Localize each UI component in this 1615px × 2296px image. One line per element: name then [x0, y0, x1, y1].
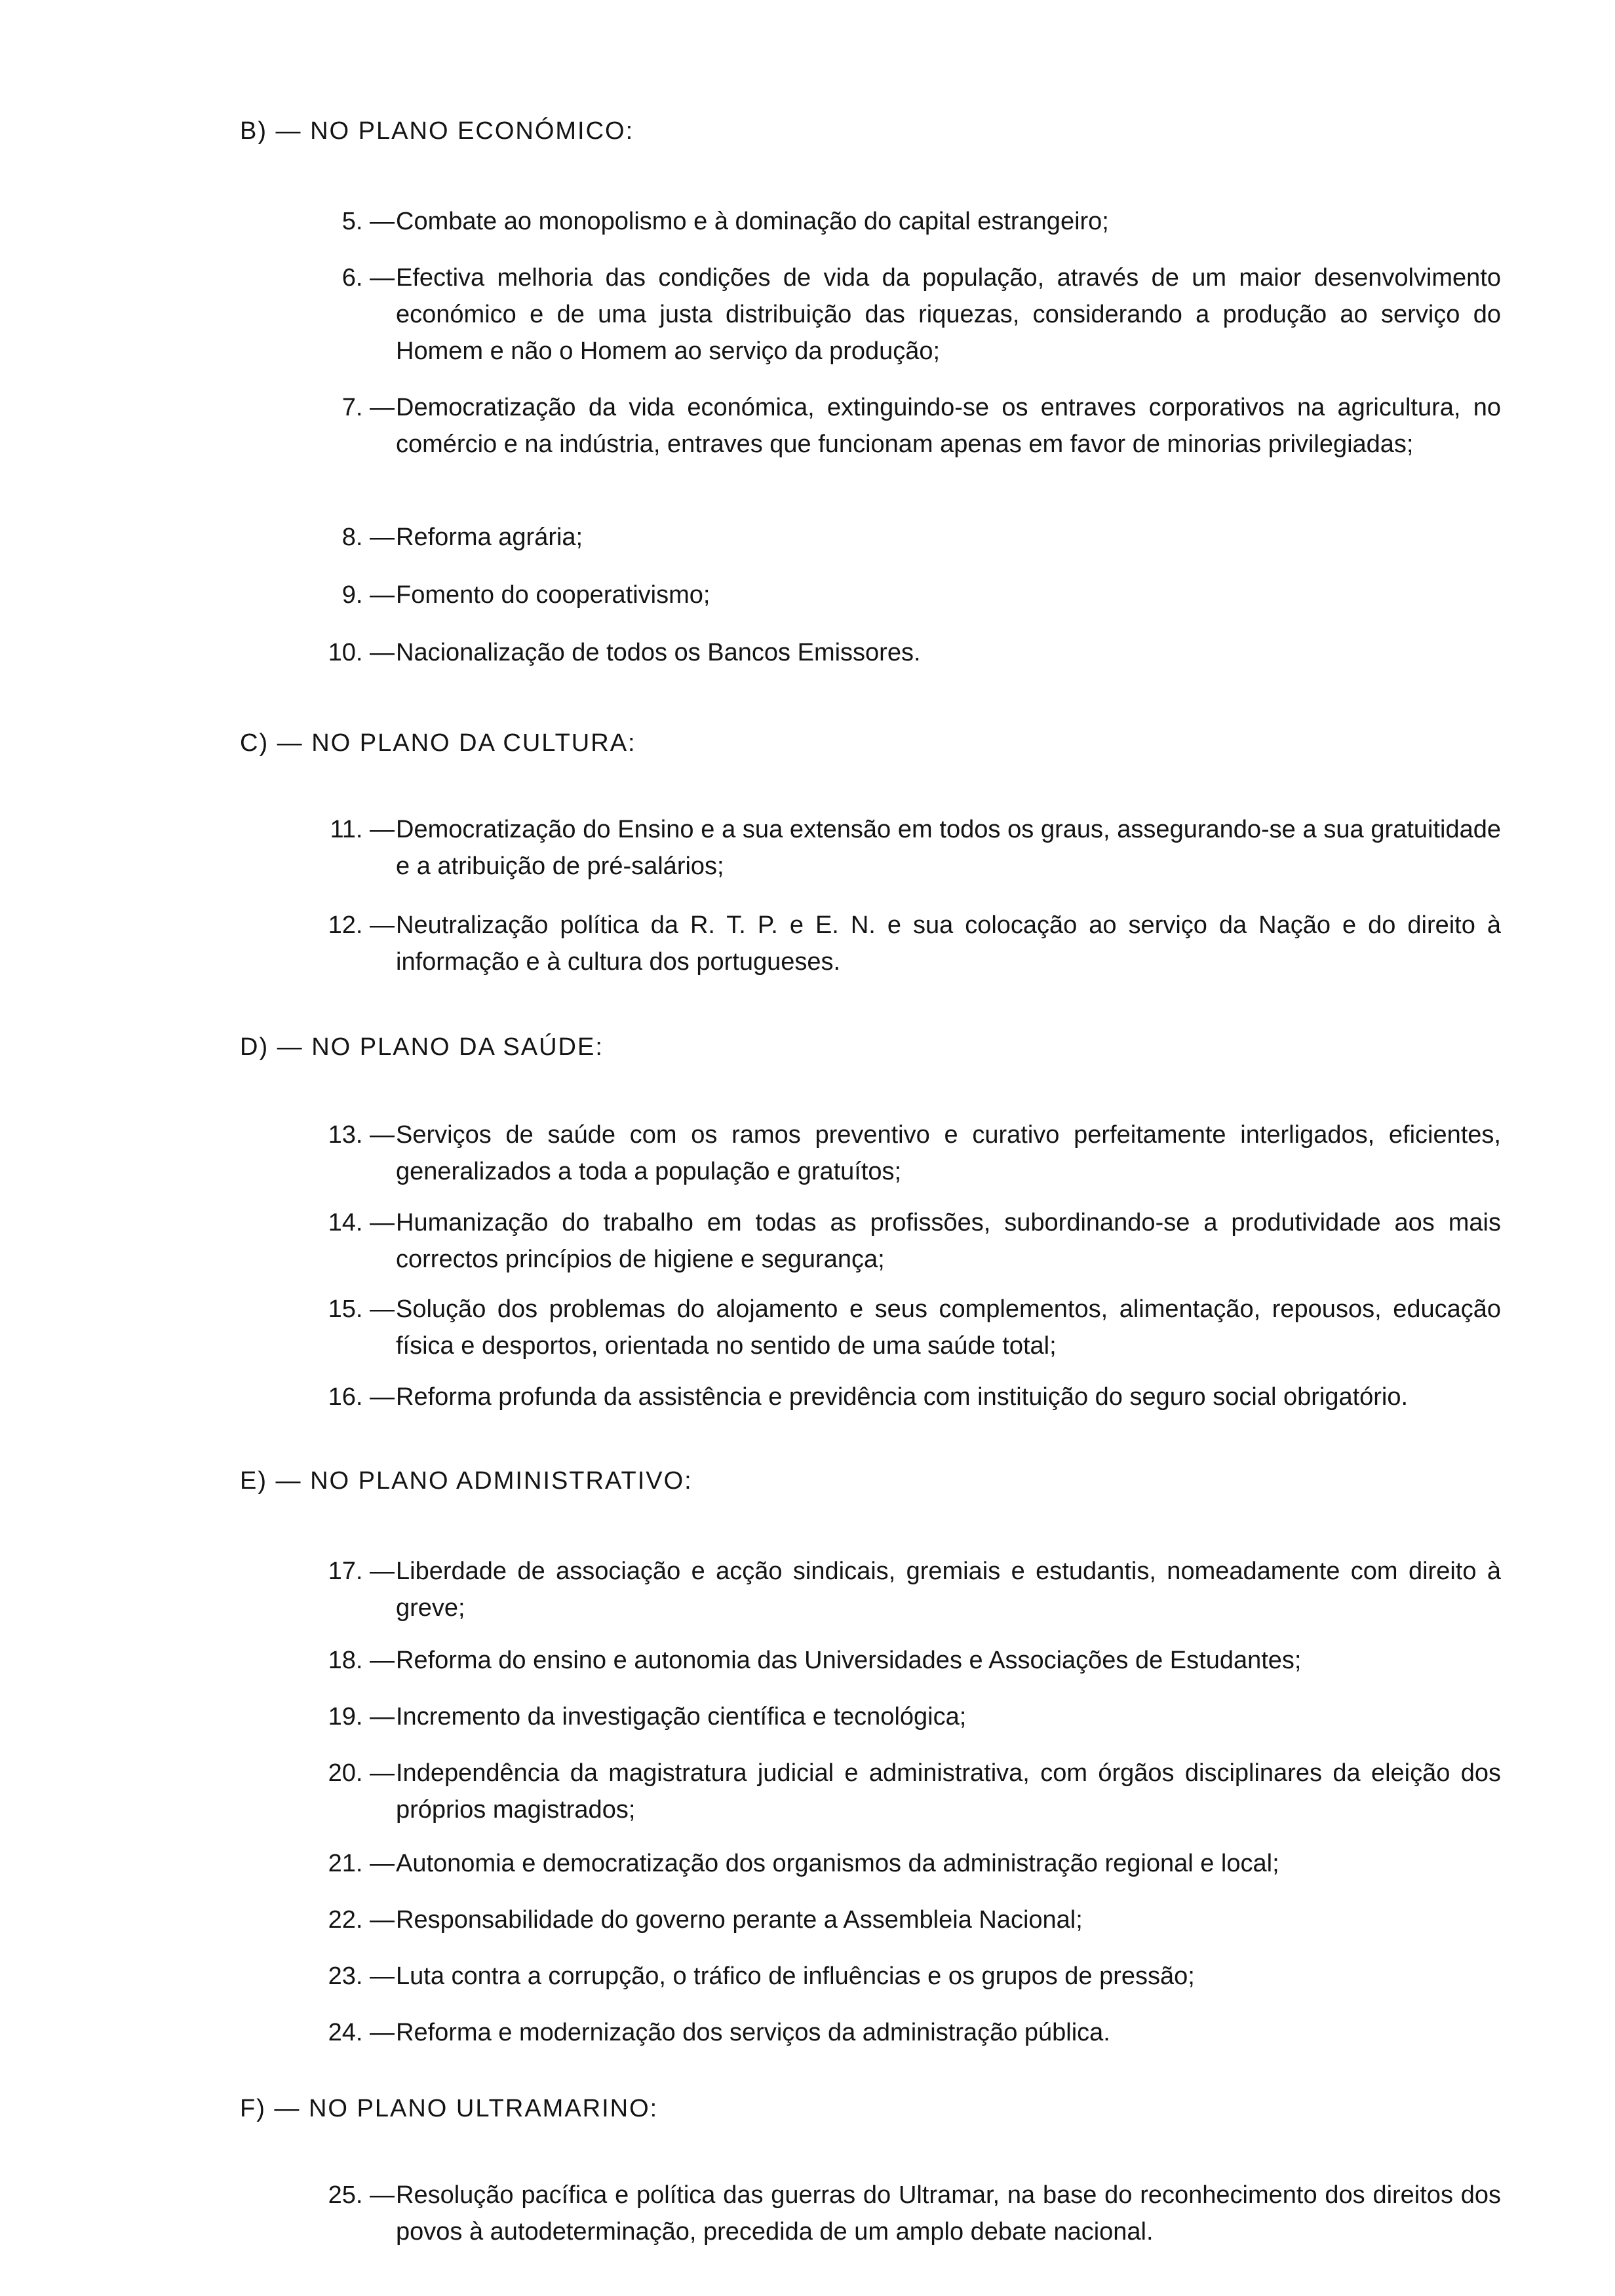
list-item	[291, 1553, 1501, 1626]
item-number: 14. —	[328, 1209, 395, 1236]
item-number: 12. —	[328, 911, 395, 939]
item-number: 21. —	[328, 1850, 395, 1877]
item-text: Combate ao monopolismo e à dominação do capital estrangeiro;	[396, 208, 1109, 235]
item-number: 13. —	[328, 1121, 395, 1149]
item-number: 25. —	[328, 2181, 395, 2209]
item-text: Serviços de saúde com os ramos preventivo e curativo perfeitamente interligados, eficientes, generalizados a toda a população e gratuítos;	[396, 1121, 1501, 1185]
item-number: 16. —	[328, 1383, 395, 1411]
item-text: Liberdade de associação e acção sindicais, gremiais e estudantis, nomeadamente com direito à greve;	[396, 1558, 1501, 1622]
item-text: Fomento do cooperativismo;	[396, 581, 710, 609]
list-item	[291, 1291, 1501, 1364]
list-item	[291, 907, 1501, 980]
list-item	[291, 259, 1501, 370]
list-item	[291, 389, 1501, 463]
item-number: 18. —	[328, 1647, 395, 1674]
list-item	[291, 577, 1501, 613]
item-number: 7. —	[341, 394, 395, 421]
item-text: Responsabilidade do governo perante a Assembleia Nacional;	[396, 1906, 1083, 1934]
section-heading-administrative: E) — NO PLANO ADMINISTRATIVO:	[240, 1467, 693, 1495]
list-item	[291, 203, 1501, 240]
item-number: 9. —	[341, 581, 395, 609]
list-item	[291, 1958, 1501, 1995]
list-item	[291, 1698, 1501, 1735]
list-item	[291, 1845, 1501, 1882]
list-item	[291, 2177, 1501, 2250]
item-number: 15. —	[328, 1295, 395, 1323]
item-number: 17. —	[328, 1558, 395, 1585]
item-text: Reforma e modernização dos serviços da administração pública.	[396, 2019, 1110, 2046]
item-text: Independência da magistratura judicial e administrativa, com órgãos disciplinares da eleição dos próprios magistrados;	[396, 1759, 1501, 1824]
item-text: Autonomia e democratização dos organismos da administração regional e local;	[396, 1850, 1279, 1877]
list-item	[291, 811, 1501, 885]
list-item	[291, 1117, 1501, 1190]
section-heading-culture: C) — NO PLANO DA CULTURA:	[240, 729, 636, 757]
item-number: 20. —	[328, 1759, 395, 1787]
item-text: Luta contra a corrupção, o tráfico de influências e os grupos de pressão;	[396, 1962, 1195, 1990]
item-number: 10. —	[328, 639, 395, 666]
list-item	[291, 1902, 1501, 1938]
list-item	[291, 1755, 1501, 1828]
item-text: Efectiva melhoria das condições de vida da população, através de um maior desenvolvimento económico e de uma justa distribuição das riquezas, considerando a produção ao serviço do Homem e não o Homem ao serviço da produção;	[396, 264, 1501, 365]
item-number: 11. —	[330, 816, 395, 843]
item-text: Democratização da vida económica, extinguindo-se os entraves corporativos na agricultura, no comércio e na indústria, entraves que funcionam apenas em favor de minorias privilegiadas;	[396, 394, 1501, 458]
list-item	[291, 1642, 1501, 1679]
item-text: Incremento da investigação científica e tecnológica;	[396, 1703, 967, 1731]
list-item	[291, 1379, 1501, 1415]
item-text: Resolução pacífica e política das guerras do Ultramar, na base do reconhecimento dos direitos dos povos à autodeterminação, precedida de um amplo debate nacional.	[396, 2181, 1501, 2246]
item-text: Neutralização política da R. T. P. e E. N. e sua colocação ao serviço da Nação e do direito à informação e à cultura dos portugueses.	[396, 911, 1501, 976]
item-text: Reforma agrária;	[396, 524, 583, 551]
list-item	[291, 634, 1501, 671]
item-number: 23. —	[328, 1962, 395, 1990]
item-text: Humanização do trabalho em todas as profissões, subordinando-se a produtividade aos mais correctos princípios de higiene e segurança;	[396, 1209, 1501, 1273]
item-text: Reforma profunda da assistência e previdência com instituição do seguro social obrigatório.	[396, 1383, 1409, 1411]
item-number: 6. —	[341, 264, 395, 292]
item-text: Solução dos problemas do alojamento e seus complementos, alimentação, repousos, educação física e desportos, orientada no sentido de uma saúde total;	[396, 1295, 1501, 1360]
section-heading-overseas: F) — NO PLANO ULTRAMARINO:	[240, 2095, 659, 2122]
item-text: Reforma do ensino e autonomia das Universidades e Associações de Estudantes;	[396, 1647, 1302, 1674]
item-number: 24. —	[328, 2019, 395, 2046]
item-number: 8. —	[341, 524, 395, 551]
item-number: 22. —	[328, 1906, 395, 1934]
list-item	[291, 519, 1501, 556]
item-number: 19. —	[328, 1703, 395, 1731]
section-heading-economic: B) — NO PLANO ECONÓMICO:	[240, 117, 634, 145]
item-text: Democratização do Ensino e a sua extensão em todos os graus, assegurando-se a sua gratuitidade e a atribuição de pré-salários;	[396, 816, 1501, 880]
item-text: Nacionalização de todos os Bancos Emissores.	[396, 639, 921, 666]
list-item	[291, 2014, 1501, 2051]
section-heading-health: D) — NO PLANO DA SAÚDE:	[240, 1033, 604, 1061]
item-number: 5. —	[341, 208, 395, 235]
list-item	[291, 1204, 1501, 1278]
